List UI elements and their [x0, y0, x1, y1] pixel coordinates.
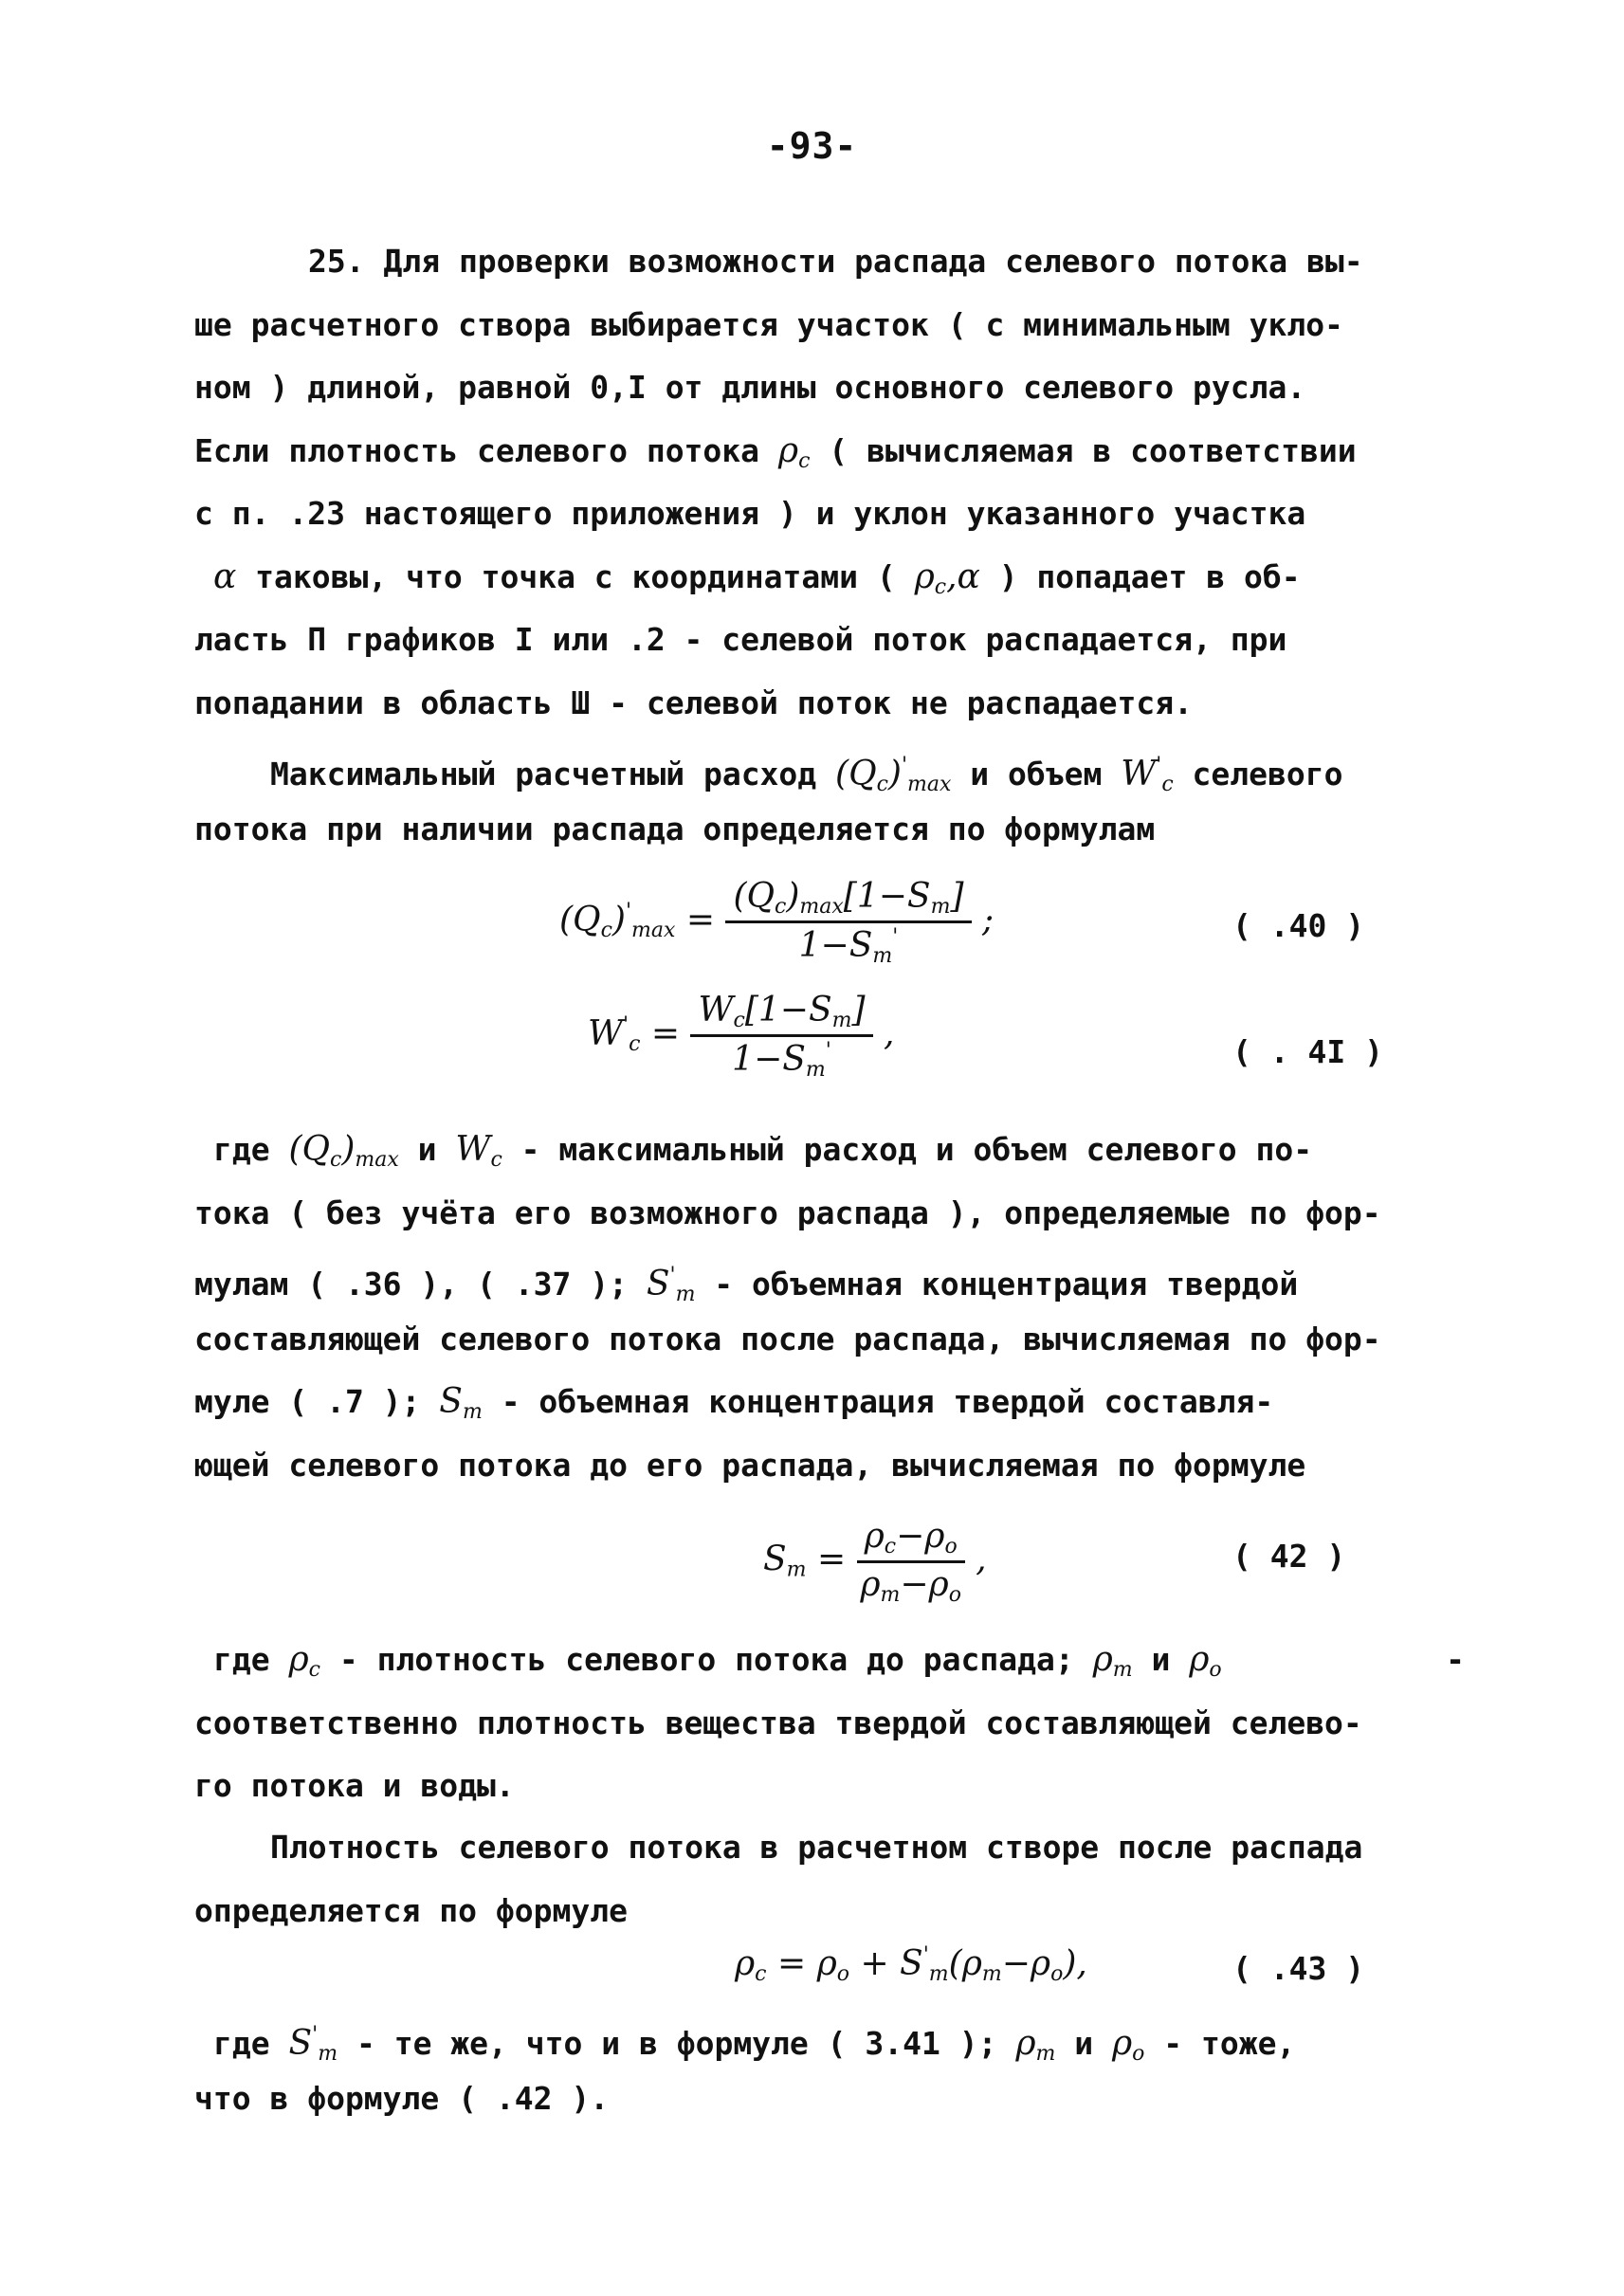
formula-43: $\rho_c = \rho_o + S'_т(\rho_т-\rho_o)$,: [735, 1943, 1087, 1986]
text-line: 25. Для проверки возможности распада селевого потока вы-: [308, 243, 1363, 280]
equation-number-42: ( 42 ): [1232, 1538, 1346, 1575]
alpha-symbol: α: [213, 556, 237, 596]
paragraph-max-discharge: [194, 735, 1465, 861]
paragraph-where-40-41: [194, 1119, 1465, 1497]
text-line: тока ( без учёта его возможного распада ), определяемые по фор-: [194, 1194, 1381, 1231]
equation-number-41: ( . 4I ): [1232, 1033, 1383, 1070]
paragraph-where-43: [194, 2004, 1465, 2130]
formula-40: $(Q_c)'_{max}$ = $\frac{(Q_c)_{max}[1-S_т]}{1-S_т'}$ ;: [559, 877, 994, 968]
text-line: ющей селевого потока до его распада, вычисляемая по формуле: [194, 1446, 1306, 1484]
text-line: ласть П графиков I или .2 - селевой поток распадается, при: [194, 621, 1287, 658]
text-line: соответственно плотность вещества твердой составляющей селево-: [194, 1704, 1362, 1741]
fraction: $\frac{\rho_c-\rho_o}{\rho_т-\rho_o}$: [857, 1517, 965, 1607]
text-line: определяется по формуле: [194, 1891, 628, 1929]
equation-number-43: ( .43 ): [1232, 1950, 1365, 1987]
text-line: что в формуле ( .42 ).: [194, 2079, 610, 2117]
formula-42: $S_т$ = $\frac{\rho_c-\rho_o}{\rho_т-\rho_o}$ ,: [763, 1517, 987, 1607]
text-line: Если плотность селевого потока $\rho_c$ ( вычисляемая в соответствии: [194, 430, 1357, 473]
text-line: ше расчетного створа выбирается участок ( с минимальным укло-: [194, 305, 1343, 343]
text-line: потока при наличии распада определяется по формулам: [194, 810, 1156, 847]
rho-symbol: ρ: [777, 430, 799, 470]
paragraph-25: [194, 230, 1465, 735]
paragraph-density-after: [194, 1816, 1465, 1942]
text-line: муле ( .7 ); $S_т$ - объемная концентрация твердой составля-: [194, 1382, 1274, 1424]
text-line: где $(Q_c)_{max}$ и $W_c$ - максимальный расход и объем селевого по-: [213, 1130, 1313, 1172]
text-line: α таковы, что точка с координатами ( $\rho_c,\alpha$ ) попадает в об-: [213, 556, 1301, 599]
text-line: мулам ( .36 ), ( .37 ); $S'_т$ - объемная концентрация твердой: [194, 1264, 1299, 1306]
text-line: попадании в область Ш - селевой поток не распадается.: [194, 683, 1193, 721]
paragraph-where-42: [194, 1629, 1465, 1818]
text-line: с п. .23 настоящего приложения ) и уклон указанного участка: [194, 495, 1306, 532]
equation-number-40: ( .40 ): [1232, 907, 1365, 944]
text-line: го потока и воды.: [194, 1767, 515, 1804]
fraction: $\frac{(Q_c)_{max}[1-S_т]}{1-S_т'}$: [725, 877, 971, 968]
text-line: Плотность селевого потока в расчетном створе после распада: [270, 1829, 1363, 1866]
formula-41: $W'_c$ = $\frac{W_c[1-S_т]}{1-S_т'}$ ,: [588, 991, 895, 1082]
page-number: -93-: [766, 125, 858, 167]
text-line: Максимальный расчетный расход $(Q_c)'_{max}$ и объем $W'_c$ селевого: [270, 754, 1343, 796]
text-line: ном ) длиной, равной 0,I от длины основного селевого русла.: [194, 369, 1306, 406]
fraction: $\frac{W_c[1-S_т]}{1-S_т'}$: [690, 991, 872, 1082]
text-line: где $\rho_c$ - плотность селевого потока до распада; $\rho_т$ и $\rho_o$ -: [213, 1640, 1465, 1682]
text-line: где $S'_т$ - те же, что и в формуле ( 3.41 ); $\rho_т$ и $\rho_o$ - тоже,: [213, 2023, 1296, 2066]
text-line: составляющей селевого потока после распада, вычисляемая по фор-: [194, 1320, 1381, 1358]
